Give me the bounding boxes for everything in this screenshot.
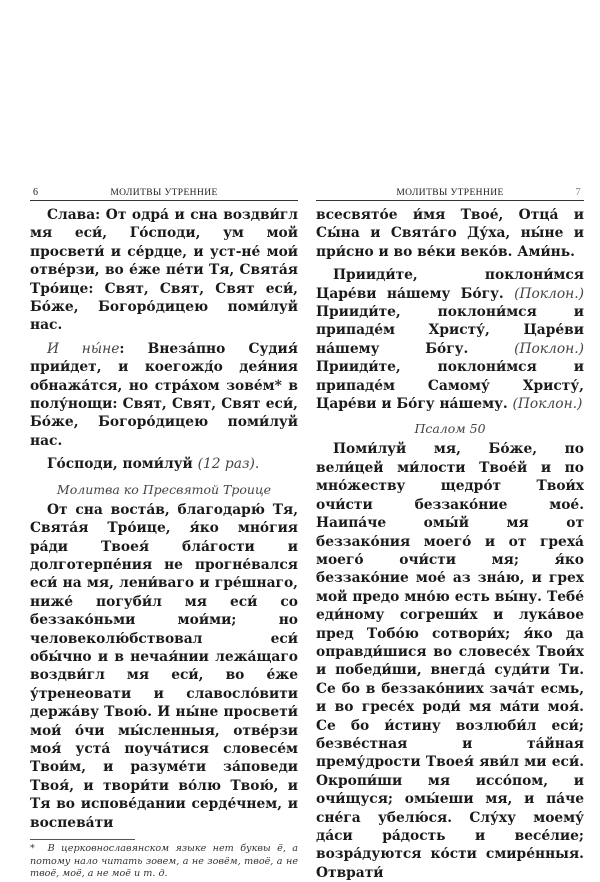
i-nyne-text: : Внеза́пно Судия́ прии́дет, и коегожд́о дея́ния обнажа́тся, но стра́хом зове́м* в полу́нощи: Свят, Свят, Свят еси́, Бо́же, Богоро́дицею поми́луй нас. bbox=[30, 340, 298, 449]
left-running-header bbox=[30, 186, 298, 201]
right-running-header bbox=[316, 186, 584, 201]
left-page-number: 6 bbox=[33, 187, 39, 198]
poklon-1: (Поклон.) bbox=[514, 285, 584, 302]
gospodi-text: Го́споди, поми́луй bbox=[47, 456, 193, 473]
footnote bbox=[30, 843, 298, 881]
right-page-number: 7 bbox=[575, 187, 581, 198]
gospodi-count: (12 раз). bbox=[197, 456, 260, 473]
prayer-title: Молитва ко Пресвятой Троице bbox=[56, 481, 272, 497]
continuation-text: всесвято́е и́мя Твое́, Отца́ и Сы́на и Свята́го Ду́ха, ны́не и при́сно и во ве́ки веко́в. bbox=[316, 207, 584, 260]
priidite-3: Прииди́те, поклони́мся и припаде́м Самому́ Христу́, Царе́ви и Бо́гу на́шему. bbox=[316, 359, 584, 413]
psalm-title: Псалом 50 bbox=[414, 421, 486, 437]
priidite-2: Прииди́те, поклони́мся и припаде́м Христу́, Царе́ви на́шему Бо́гу. bbox=[316, 304, 584, 357]
footnote-text: В церковнославянском языке нет буквы ё, а потому нало читать зовем, а не зовём, твоё, а не твоё, моё, а не моё и т. д. bbox=[30, 843, 298, 879]
i-nyne-paragraph bbox=[30, 340, 298, 450]
right-header-title: МОЛИТВЫ УТРЕННИЕ bbox=[396, 188, 504, 198]
right-page bbox=[316, 186, 584, 882]
footnote-mark: * bbox=[30, 843, 35, 854]
i-nyne-label: И ны́не bbox=[47, 340, 120, 357]
left-page bbox=[30, 186, 298, 881]
psalm-paragraph: Поми́луй мя, Бо́же, по вели́цей ми́лости Твое́й и по мно́жеству щедро́т Твои́х очи́сти беззако́ние мое́. Наипа́че омы́й мя от беззако́ния моего́ и от греха́ моего́ очи́сти мя; я́ко беззако́ние мое́ аз зна́ю, и грех мой предо мно́ю есть вы́ну. Тебе́ еди́ному согреши́х и лука́вое пред Тобо́ю сотвори́х; я́ко да оправди́шися во словесе́х Твои́х и победи́ши, внегда́ суди́ти Ти. Се бо в беззако́ниих зача́т есмь, и во гресе́х роди́ мя ма́ти моя́. Се бо и́стину возлюби́л еси́; безве́стная и та́йная прему́дрости Твоея́ яви́л ми еси́. Окропи́ши мя иссо́пом, и очи́щуся; омы́еши мя, и па́че сне́га убелю́ся. Слу́ху моему́ да́си ра́дость и весе́лие; возра́дуются ко́сти смире́нныя. Отврати́ bbox=[316, 441, 584, 881]
footnote-divider bbox=[30, 839, 135, 840]
poklon-2: (Поклон.) bbox=[514, 340, 584, 357]
amin: Ами́нь. bbox=[517, 243, 575, 260]
priidite-1: Прииди́те, поклони́мся Царе́ви на́шему Бо́гу. bbox=[316, 267, 584, 302]
priidite-paragraph bbox=[316, 266, 584, 413]
gospodi-pomiluj-line bbox=[30, 455, 298, 473]
left-header-title: МОЛИТВЫ УТРЕННИЕ bbox=[110, 188, 218, 198]
prayer-paragraph: От сна воста́в, благодарю́ Тя, Свята́я Тро́ице, я́ко мно́гия ра́ди Твоея́ бла́гости и долготерпе́ния не прогне́вался еси́ на мя, лени́ваго и гре́шнаго, ниже́ погуби́л мя еси́ со беззако́ньми мои́ми; но человеколю́бствовал еси́ обы́чно и в нечая́нии лежа́щаго воздви́гл мя еси́, во е́же у́тренеовати и славосло́вити держа́ву Твою́. И ны́не просвети́ мои́ о́чи мы́сленныя, отве́рзи моя́ уста́ поуча́тися словесе́м Твои́м, и разуме́ти за́поведи Твоя́, и твори́ти во́лю Твою́, и Тя во испове́дании серде́чнем, и воспева́ти bbox=[30, 501, 298, 831]
continuation-paragraph bbox=[316, 206, 584, 261]
poklon-3: (Поклон.) bbox=[512, 396, 583, 413]
slava-paragraph: Слава: От одра́ и сна воздви́гл мя еси́, Го́споди, ум мой просвети́ и се́рдце, и уст-не́ мои́ отве́рзи, во е́же пе́ти Тя, Свята́я Тро́ице: Свят, Свят, Свят еси́, Бо́же, Богоро́дицею поми́луй нас. bbox=[30, 207, 298, 334]
